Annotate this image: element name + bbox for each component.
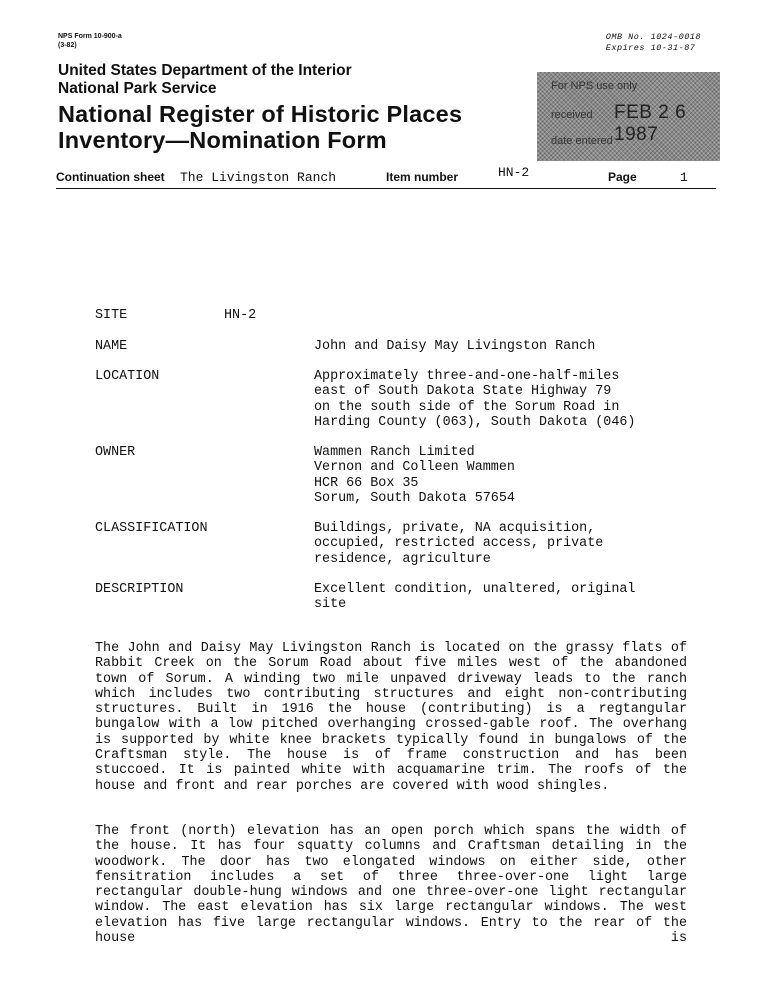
site-label: SITE: [95, 308, 128, 323]
field-value-line: HCR 66 Box 35: [314, 475, 419, 491]
field-value-line: Excellent condition, unaltered, original: [314, 582, 636, 597]
title-line-1: National Register of Historic Places: [58, 101, 463, 127]
description-paragraph-2: [95, 824, 687, 946]
field-value: [314, 521, 687, 567]
agency-block: [58, 62, 352, 98]
site-value: HN-2: [224, 308, 257, 323]
field-value-line: Vernon and Colleen Wammen: [314, 460, 515, 476]
stamp-received-date: FEB 2 6 1987: [614, 102, 687, 145]
form-revision: (3-82): [58, 42, 77, 49]
form-title: [58, 101, 462, 153]
field-value-line: on the south side of the Sorum Road in: [314, 399, 620, 415]
omb-number: OMB No. 1024-0018: [605, 32, 701, 42]
stamp-use-only: For NPS use only: [551, 80, 638, 92]
field-value-line: site: [314, 597, 347, 613]
field-label: LOCATION: [95, 369, 160, 384]
item-number-value: HN-2: [498, 165, 530, 180]
field-label: NAME: [95, 339, 128, 354]
omb-expires: Expires 10-31-87: [605, 43, 696, 53]
field-value-line: residence, agriculture: [314, 551, 491, 567]
stamp-received-label: received: [551, 109, 593, 121]
field-value: [314, 582, 687, 613]
field-value: [314, 339, 687, 354]
title-line-2: Inventory—Nomination Form: [58, 127, 387, 153]
stamp-date-entered-label: date entered: [551, 135, 613, 147]
field-value-line: Harding County (063), South Dakota (046): [314, 414, 636, 430]
continuation-sheet-row: [56, 165, 716, 189]
field-label: OWNER: [95, 445, 136, 460]
field-label: CLASSIFICATION: [95, 521, 208, 536]
department-name: United States Department of the Interior: [58, 62, 352, 79]
field-label: DESCRIPTION: [95, 582, 184, 597]
description-paragraph-1: [95, 641, 687, 794]
field-value-line: occupied, restricted access, private: [314, 536, 604, 552]
omb-block: [606, 32, 701, 54]
form-number: NPS Form 10-900-a: [58, 33, 122, 40]
continuation-sheet-name: The Livingston Ranch: [180, 170, 337, 185]
field-value: [314, 369, 687, 430]
service-name: National Park Service: [58, 80, 217, 97]
field-value-line: east of South Dakota State Highway 79: [314, 384, 612, 400]
field-value-line: Sorum, South Dakota 57654: [314, 490, 515, 506]
item-number-label: Item number: [386, 170, 459, 184]
form-number-block: [58, 32, 122, 50]
continuation-label: Continuation sheet: [56, 170, 165, 184]
paragraph-text: The front (north) elevation has an open porch which spans the width of the house. It has four squatty columns and Craftsman detailing in the woodwork. The door has two elongated windows on either side, other fensitration includes a set of three three-over-one light large rectangular double-hung windows and one three-over-one light rectangular window. The east elevation has six large rectangular windows. The west elevation has five large rectangular windows. Entry to the rear of the house is: [95, 824, 687, 947]
field-value-line: Wammen Ranch Limited: [314, 445, 475, 460]
field-value-line: Approximately three-and-one-half-miles: [314, 369, 620, 384]
field-value: [314, 445, 687, 506]
field-value-line: John and Daisy May Livingston Ranch: [314, 339, 596, 354]
page-number: 1: [680, 170, 688, 185]
page-label: Page: [608, 170, 637, 184]
nps-use-only-stamp: [537, 72, 720, 161]
field-value-line: Buildings, private, NA acquisition,: [314, 521, 596, 536]
paragraph-text: The John and Daisy May Livingston Ranch is located on the grassy flats of Rabbit Creek on the Sorum Road about five miles west of the abandoned town of Sorum. A winding two mile unpaved driveway leads to the ranch which includes two contributing structures and eight non-contributing structures. Built in 1916 the house (contributing) is a regtangular bungalow with a low pitched overhanging crossed-gable roof. The overhang is supported by white knee brackets typically found in bungalows of the Craftsman style. The house is of frame construction and has been stuccoed. It is painted white with acquamarine trim. The roofs of the house and front and rear porches are covered with wood shingles.: [95, 641, 687, 794]
